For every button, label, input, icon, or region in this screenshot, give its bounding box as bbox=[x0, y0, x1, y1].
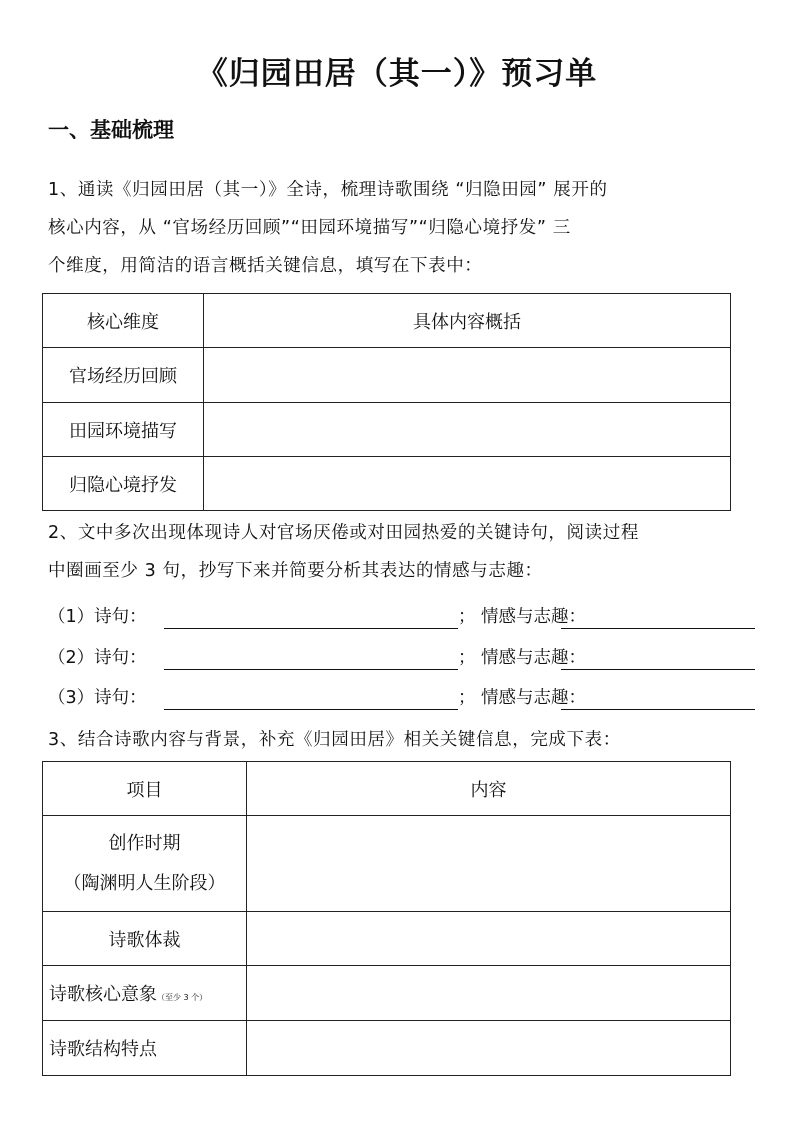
row-label: 诗歌体裁 bbox=[43, 912, 247, 966]
question-3-text: 3、结合诗歌内容与背景，补充《归园田居》相关关键信息，完成下表： bbox=[48, 730, 621, 750]
separator: ； bbox=[458, 688, 476, 708]
verse-blank[interactable] bbox=[164, 709, 458, 710]
question-1-text bbox=[48, 171, 748, 285]
info-table bbox=[42, 761, 731, 1076]
emotion-blank[interactable] bbox=[561, 628, 755, 629]
question-1-line: 1、通读《归园田居（其一）》全诗，梳理诗歌围绕 “归隐田园” 展开的 bbox=[48, 180, 608, 200]
row-label-line: 创作时期 bbox=[108, 832, 181, 854]
page-title: 《归园田居（其一）》预习单 bbox=[196, 56, 598, 92]
table-row bbox=[43, 403, 731, 457]
table-header-row bbox=[43, 762, 731, 816]
item-number: （1）诗句： bbox=[48, 607, 147, 627]
separator: ； bbox=[458, 648, 476, 668]
section-heading: 一、基础梳理 bbox=[48, 118, 174, 142]
table-header-row bbox=[43, 294, 731, 348]
fill-in-line bbox=[48, 679, 748, 717]
answer-cell[interactable] bbox=[247, 1021, 731, 1076]
question-2-line: 2、文中多次出现体现诗人对官场厌倦或对田园热爱的关键诗句，阅读过程 bbox=[48, 523, 639, 543]
answer-cell[interactable] bbox=[247, 912, 731, 966]
row-label-main: 诗歌核心意象 bbox=[49, 984, 157, 1005]
row-label: 归隐心境抒发 bbox=[43, 457, 204, 511]
separator: ； bbox=[458, 607, 476, 627]
question-1-line: 个维度，用简洁的语言概括关键信息，填写在下表中： bbox=[48, 256, 483, 276]
emotion-label: 情感与志趣： bbox=[481, 688, 586, 708]
header-item: 项目 bbox=[43, 762, 247, 816]
emotion-label: 情感与志趣： bbox=[481, 607, 586, 627]
answer-cell[interactable] bbox=[247, 966, 731, 1021]
table-row bbox=[43, 966, 731, 1021]
dimension-table bbox=[42, 293, 731, 511]
answer-cell[interactable] bbox=[247, 816, 731, 912]
emotion-blank[interactable] bbox=[561, 669, 755, 670]
header-content: 内容 bbox=[247, 762, 731, 816]
table-row bbox=[43, 912, 731, 966]
emotion-label: 情感与志趣： bbox=[481, 648, 586, 668]
row-label-note: （至少 3 个） bbox=[157, 993, 208, 1002]
answer-cell[interactable] bbox=[204, 403, 731, 457]
table-row bbox=[43, 457, 731, 511]
verse-blank[interactable] bbox=[164, 669, 458, 670]
verse-blank[interactable] bbox=[164, 628, 458, 629]
question-2-text bbox=[48, 514, 748, 590]
row-label: 官场经历回顾 bbox=[43, 348, 204, 403]
table-row bbox=[43, 816, 731, 912]
row-label: 田园环境描写 bbox=[43, 403, 204, 457]
row-label bbox=[43, 966, 247, 1021]
table-row bbox=[43, 1021, 731, 1076]
answer-cell[interactable] bbox=[204, 348, 731, 403]
fill-in-line bbox=[48, 598, 748, 636]
item-number: （2）诗句： bbox=[48, 648, 147, 668]
fill-in-line bbox=[48, 639, 748, 677]
item-number: （3）诗句： bbox=[48, 688, 147, 708]
question-1-line: 核心内容，从 “官场经历回顾”“田园环境描写”“归隐心境抒发” 三 bbox=[48, 218, 571, 238]
row-label-line: （陶渊明人生阶段） bbox=[63, 872, 226, 894]
answer-cell[interactable] bbox=[204, 457, 731, 511]
table-row bbox=[43, 348, 731, 403]
header-summary: 具体内容概括 bbox=[204, 294, 731, 348]
emotion-blank[interactable] bbox=[561, 709, 755, 710]
row-label bbox=[43, 816, 247, 912]
question-2-line: 中圈画至少 3 句，抄写下来并简要分析其表达的情感与志趣： bbox=[48, 561, 543, 581]
header-dimension: 核心维度 bbox=[43, 294, 204, 348]
row-label: 诗歌结构特点 bbox=[43, 1021, 247, 1076]
